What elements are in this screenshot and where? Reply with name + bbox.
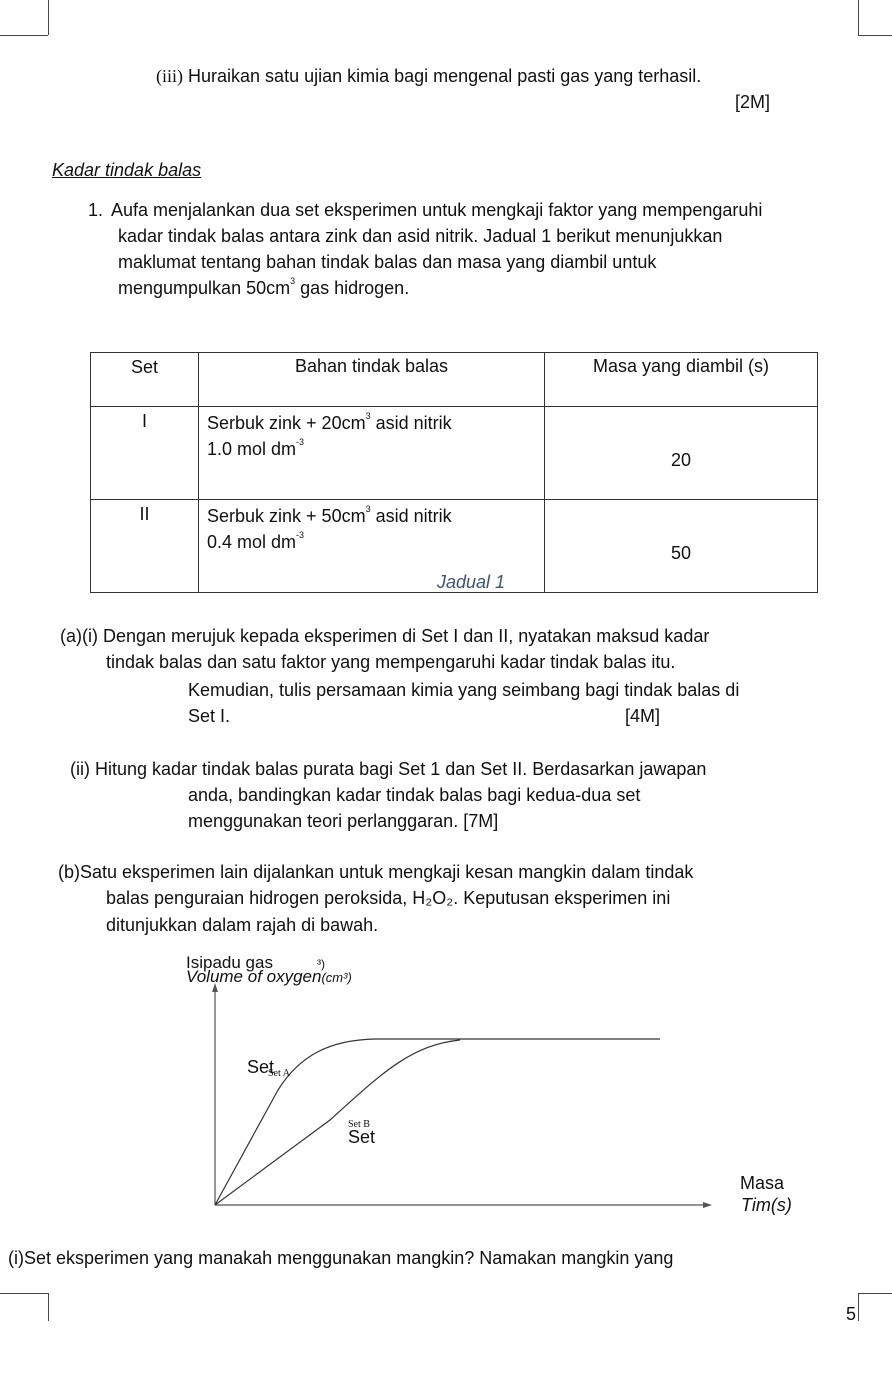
paragraph-line: menggunakan teori perlanggaran. [7M]	[188, 811, 499, 831]
section-title: Kadar tindak balas	[52, 160, 202, 180]
text: asid nitrik	[370, 506, 452, 526]
question-number: (iii)	[156, 66, 183, 86]
paragraph-line: maklumat tentang bahan tindak balas dan masa yang diambil untuk	[118, 252, 657, 272]
paragraph-line: anda, bandingkan kadar tindak balas bagi kedua-dua set	[188, 785, 641, 805]
time-cell: 20	[545, 407, 818, 500]
label-set-b-small: Set B	[348, 1119, 370, 1130]
paragraph-line: (a)(i) Dengan merujuk kepada eksperimen di Set I dan II, nyatakan maksud kadar	[60, 626, 710, 646]
text: Serbuk zink + 50cm	[207, 506, 366, 526]
y-axis-label-en	[186, 966, 352, 989]
paragraph-line: Set I.	[188, 706, 231, 726]
header-cell: Bahan tindak balas	[199, 353, 545, 407]
paragraph-line: (b)Satu eksperimen lain dijalankan untuk mengkaji kesan mangkin dalam tindak	[58, 862, 694, 882]
text: mengumpulkan 50cm	[118, 278, 291, 298]
paragraph-line: balas penguraian hidrogen peroksida, H₂O₂. Keputusan eksperimen ini	[106, 888, 671, 908]
text: ³)	[316, 957, 325, 971]
label-set-a-small: Set A	[268, 1068, 290, 1079]
header-cell: Masa yang diambil (s)	[545, 353, 818, 407]
time-cell: 50	[545, 500, 818, 593]
text: gas hidrogen.	[295, 278, 410, 298]
table-caption: Jadual 1	[437, 572, 506, 592]
question-number: 1.	[88, 200, 104, 220]
paragraph-line: Aufa menjalankan dua set eksperimen untuk mengkaji faktor yang mempengaruhi	[111, 200, 763, 220]
text: Isipadu gas	[186, 953, 273, 972]
label-set-a: Set	[247, 1057, 275, 1077]
x-axis-arrow	[703, 1202, 712, 1208]
superscript: 3	[290, 276, 296, 286]
marks: [4M]	[625, 706, 661, 726]
text: Serbuk zink + 20cm	[207, 413, 366, 433]
curve-set-a	[215, 1039, 660, 1205]
paragraph-line: (ii) Hitung kadar tindak balas purata bagi Set 1 dan Set II. Berdasarkan jawapan	[70, 759, 707, 779]
label-set-b: Set	[348, 1127, 376, 1147]
text: (cm³)	[321, 970, 352, 985]
text: 0.4 mol dm	[207, 532, 297, 552]
text: asid nitrik	[370, 413, 452, 433]
x-axis-label-en: Tim(s)	[741, 1195, 792, 1215]
superscript: -3	[296, 437, 305, 447]
superscript: 3	[365, 504, 371, 514]
paragraph-line: kadar tindak balas antara zink dan asid nitrik. Jadual 1 berikut menunjukkan	[118, 226, 723, 246]
x-axis-label: Masa	[740, 1173, 785, 1193]
set-cell: I	[91, 407, 199, 500]
paragraph-line: Kemudian, tulis persamaan kimia yang seimbang bagi tindak balas di	[188, 680, 740, 700]
paragraph-line: ditunjukkan dalam rajah di bawah.	[106, 915, 379, 935]
superscript: -3	[296, 530, 305, 540]
question-text: Huraikan satu ujian kimia bagi mengenal pasti gas yang terhasil.	[188, 66, 702, 86]
set-cell: II	[91, 500, 199, 593]
header-cell: Set	[91, 353, 199, 407]
paragraph-line: (i)Set eksperimen yang manakah menggunakan mangkin? Namakan mangkin yang	[8, 1248, 674, 1268]
text: Volume of oxygen	[186, 967, 322, 986]
paragraph-line: tindak balas dan satu faktor yang mempengaruhi kadar tindak balas itu.	[106, 652, 676, 672]
superscript: 3	[365, 411, 371, 421]
text: 1.0 mol dm	[207, 439, 297, 459]
page-number: 5	[846, 1304, 857, 1324]
marks: [2M]	[735, 92, 771, 112]
